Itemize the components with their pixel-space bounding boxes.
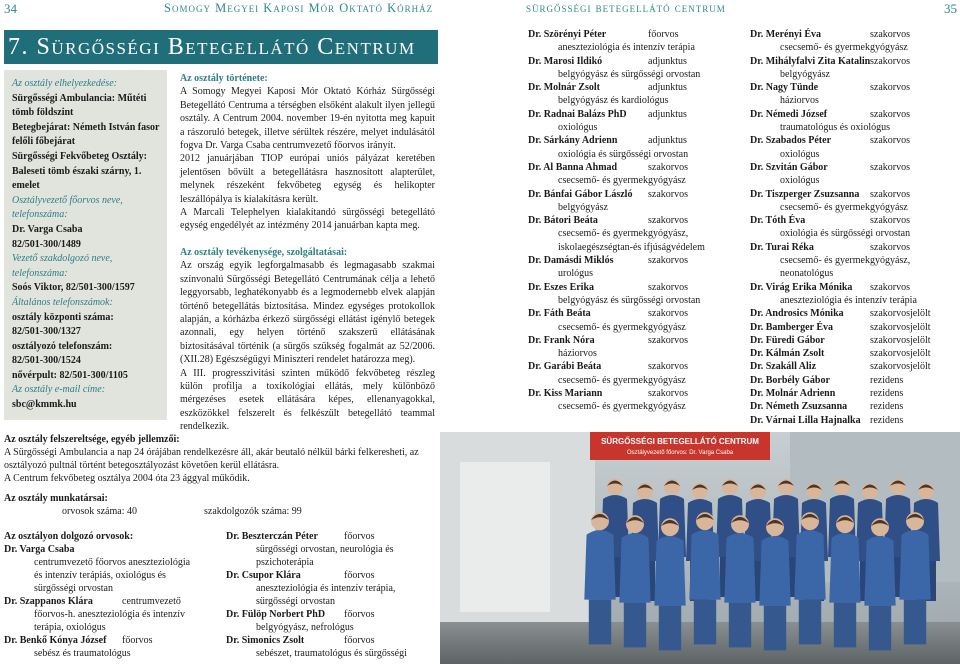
doctor-entry [226, 634, 441, 647]
duty-label: osztályozó telefonszám: [12, 340, 113, 352]
staff-name: Dr. Nagy Tünde [750, 82, 819, 94]
staff-name: Dr. Mihályfalvi Zita Katalin [750, 55, 871, 67]
staff-role: adjunktus [648, 135, 687, 147]
staff-role: szakorvos [648, 361, 688, 373]
chapter-title: 7. Sürgősségi Betegellátó Centrum [4, 30, 438, 64]
staff-entry [750, 360, 958, 373]
staff-name: Dr. Turai Réka [750, 241, 814, 253]
doctor-name: Dr. Benkő Kónya József [4, 635, 107, 646]
contact-sidebar [4, 70, 167, 420]
staff-name: Dr. Borbély Gábor [750, 374, 830, 386]
staff-name: Dr. Bátori Beáta [528, 215, 598, 227]
staff-role: szakorvosjelölt [870, 361, 931, 373]
email-value[interactable]: sbc@kmmk.hu [12, 399, 77, 411]
staff-specialty: aneszteziológia és intenzív terápia [558, 42, 695, 54]
staff-specialty: csecsemő- és gyermekgyógyász [558, 321, 686, 333]
running-head-right: sürgősségi betegellátó centrum [526, 1, 726, 15]
staff-entry [750, 281, 958, 294]
features-text-2: A Centrum fekvőbeteg osztálya 2004 óta 23 ággyal működik. [4, 473, 250, 484]
central-label: osztály központi száma: [12, 311, 114, 323]
staff-specialty: oxiológus [780, 148, 820, 160]
staff-entry [750, 161, 958, 174]
staff-name: Dr. Szakáll Aliz [750, 361, 817, 373]
doctor-name: Dr. Fülöp Norbert PhD [226, 609, 326, 620]
doctor-specialty: sürgősségi orvostan, neurológia és [256, 544, 394, 555]
staff-role: főorvos [648, 29, 679, 40]
staff-entry [750, 387, 958, 400]
staff-specialty: oxiológus [558, 122, 598, 134]
staff-name: Dr. Tóth Éva [750, 215, 806, 227]
staff-specialty: oxiológia és sürgősségi orvostan [558, 148, 689, 160]
staff-name: Dr. Kiss Mariann [528, 388, 603, 400]
doctor-specialty: sebészet, traumatológus és sürgősségi [256, 648, 407, 659]
doctor-specialty: sürgősségi orvostan [256, 596, 335, 607]
staff-role: szakorvos [870, 135, 910, 147]
staff-entry [528, 55, 743, 68]
page-number-right: 35 [944, 1, 957, 16]
features-heading: Az osztály felszereltsége, egyéb jellemzői: [4, 434, 180, 445]
staff-name: Dr. Virág Erika Mónika [750, 281, 853, 293]
doctor-entry [4, 595, 219, 608]
doctors-list-col1 [4, 543, 219, 660]
staff-entry [750, 81, 958, 94]
staff-name: Dr. Molnár Adrienn [750, 388, 836, 400]
staff-specialty: csecsemő- és gyermekgyógyász [558, 175, 686, 187]
staff-role: szakorvos [648, 334, 688, 346]
photo-sign-main: SÜRGŐSSÉGI BETEGELLÁTÓ CENTRUM [601, 437, 759, 446]
staff-list-col3 [750, 28, 958, 427]
staff-role: adjunktus [648, 82, 687, 94]
staff-entry [750, 374, 958, 387]
activity-paragraph-1: Az ország egyik legforgalmasabb és legmagasabb szakmai színvonalú Sürgősségi Betegellátó Centrumának célja a lehető leggyorsabb, leghatékonyabb és a legmodernebb elvek alapján történő betegellátás biztosítása. Mindez egységes protokollok alapján, a kórházba érkező sürgősségi ellátást igénylő betegek azonnali, egy helyen történő szakszerű ellátásának biztosításával történik (a sürgős szükség fogalmát az 52/2006.(XII.28) Egészségügyi Miniszteri rendelet határozza meg). [180, 260, 435, 366]
staff-name: Dr. Tiszperger Zsuzsanna [750, 188, 860, 200]
staff-role: szakorvos [870, 281, 910, 293]
doctor-entry [4, 543, 219, 556]
staff-name: Dr. Némedi József [750, 108, 828, 120]
department-description [180, 72, 435, 433]
staff-name: Dr. Molnár Zsolt [528, 82, 600, 94]
staff-name: Dr. Garábi Beáta [528, 361, 602, 373]
staff-entry [528, 214, 743, 227]
nurse-desk-phone: nővérpult: 82/501-300/1105 [12, 369, 128, 381]
doctor-specialty: pszichoterápia [256, 557, 314, 568]
staff-entry [750, 108, 958, 121]
doctor-specialty: sebész és traumatológus [34, 648, 131, 659]
email-label: Az osztály e-mail címe: [12, 384, 106, 396]
staff-specialty: oxiológia és sürgősségi orvostan [780, 228, 911, 240]
features-block [4, 433, 436, 485]
doctor-count: orvosok száma: 40 [62, 506, 137, 517]
staff-role: szakorvos [648, 255, 688, 267]
staff-role: szakorvosjelölt [870, 321, 931, 333]
staff-role: szakorvosjelölt [870, 348, 931, 360]
staff-entry [750, 414, 958, 427]
staff-role: rezidens [870, 388, 904, 400]
entrance-value: Betegbejárat: Németh István fasor felőli főbejárat [12, 121, 160, 148]
staff-entry [528, 281, 743, 294]
running-head-left: Somogy Megyei Kaposi Mór Oktató Kórház [164, 1, 434, 15]
staff-entry [528, 387, 743, 400]
staff-list-col2 [528, 28, 743, 414]
staff-name: Dr. Frank Nóra [528, 334, 595, 346]
staff-entry [528, 307, 743, 320]
history-paragraph-3: A Marcali Telephelyen kialakítandó sürgősségi betegellátó egység engedélyét az intézmény 2014 januárban kapta meg. [180, 207, 435, 232]
staff-entry [750, 241, 958, 254]
location-value: Sürgősségi Ambulancia: Műtéti tömb földszint [12, 92, 147, 119]
nurse-label: Vezető szakdolgozó neve, telefonszáma: [12, 253, 113, 279]
staff-specialty: háziorvos [558, 348, 597, 360]
doctor-specialty: centrumvezető főorvos aneszteziológia [34, 557, 191, 568]
staff-name: Dr. Fáth Beáta [528, 308, 591, 320]
staff-name: Dr. Sárkány Adrienn [528, 135, 618, 147]
staff-role: szakorvos [648, 215, 688, 227]
staff-specialty: csecsemő- és gyermekgyógyász [558, 401, 686, 413]
staff-entry [528, 134, 743, 147]
doctor-specialty: aneszteziológia és intenzív terápia, [256, 583, 396, 594]
staff-entry [750, 214, 958, 227]
nurse-value: Soós Viktor, 82/501-300/1597 [12, 282, 135, 294]
staff-role: szakorvos [870, 29, 910, 40]
location-label: Az osztály elhelyezkedése: [12, 78, 117, 89]
staff-role: rezidens [870, 374, 904, 386]
staff-name: Dr. Eszes Erika [528, 281, 595, 293]
staff-role: adjunktus [648, 55, 687, 67]
doctor-role: főorvos [122, 635, 153, 646]
central-phone: 82/501-300/1327 [12, 326, 81, 338]
team-photo-illustration [440, 432, 960, 664]
staff-specialty: csecsemő- és gyermekgyógyász, [780, 255, 911, 267]
staff-specialty: belgyógyász [558, 201, 608, 213]
features-text-1: A Sürgősségi Ambulancia a nap 24 órájában rendelkezésre áll, akár beutaló nélkül bárki felkeresheti, az osztályozó pultnál történt betegosztályozást követően kerül ellátásra. [4, 447, 419, 471]
staff-entry [750, 55, 958, 68]
doctor-specialty: sürgősségi orvostan [34, 583, 113, 594]
staff-name: Dr. Al Banna Ahmad [528, 161, 618, 173]
staff-entry [750, 347, 958, 360]
staff-name: Dr. Bánfai Gábor László [528, 188, 633, 200]
doctor-entry [4, 634, 219, 647]
staff-name: Dr. Szörényi Péter [528, 29, 607, 40]
doctor-entry [226, 569, 441, 582]
staff-name: Dr. Kálmán Zsolt [750, 348, 825, 360]
doctor-name: Dr. Csupor Klára [226, 570, 301, 581]
head-label: Osztályvezető főorvos neve, telefonszáma: [12, 194, 123, 221]
doctor-name: Dr. Beszterczán Péter [226, 531, 318, 542]
staff-specialty: belgyógyász és sürgősségi orvostan [558, 68, 701, 80]
history-paragraph-1: A Somogy Megyei Kaposi Mór Oktató Kórház Sürgősségi Betegellátó Centruma a térségben elsőként alakult ilyen jellegű osztály. A Centrum 2004. november 19-én nyitotta meg kapuit a rászoruló betegek, illetve sérültek részére, melyet indulásától fogva Dr. Varga Csaba centrumvezető főorvos irányít. [180, 86, 435, 152]
worker-count: szakdolgozók száma: 99 [204, 506, 302, 517]
staff-entry [528, 108, 743, 121]
head-name: Dr. Varga Csaba [12, 223, 83, 235]
page-number-left: 34 [4, 1, 17, 16]
staff-role: szakorvos [870, 108, 910, 120]
staff-entry [750, 307, 958, 320]
staff-specialty: háziorvos [780, 95, 819, 107]
staff-specialty: aneszteziológia és intenzív terápia [780, 294, 917, 306]
staff-role: szakorvosjelölt [870, 308, 931, 320]
staff-role: szakorvos [870, 82, 910, 94]
staff-specialty: csecsemő- és gyermekgyógyász [780, 42, 908, 54]
staff-role: rezidens [870, 414, 904, 426]
doctor-role: centrumvezető [122, 596, 181, 607]
staff-role: szakorvos [870, 161, 910, 173]
head-phone: 82/501-300/1489 [12, 238, 81, 250]
staff-name: Dr. Merényi Éva [750, 29, 822, 40]
activity-paragraph-2: A III. progresszivitási szinten működő fekvőbeteg részleg külön profilja a toxikológiai ellátás, mely különböző mérgezéses esetek ellátására képes, ellenanyagokkal, eszközökkel felszerelt és felkészült betegellátó teammal rendelkezik. [180, 367, 435, 433]
staff-entry [528, 334, 743, 347]
staff-entry [750, 321, 958, 334]
activity-heading: Az osztály tevékenysége, szolgáltatásai: [180, 246, 348, 258]
staff-entry [528, 28, 743, 41]
doctor-entry [226, 608, 441, 621]
doctor-specialty: belgyógyász, nefrológus [256, 622, 354, 633]
staff-entry [750, 400, 958, 413]
staff-name: Dr. Androsics Mónika [750, 308, 844, 320]
staff-role: szakorvos [648, 281, 688, 293]
history-heading: Az osztály története: [180, 73, 268, 84]
staff-role: adjunktus [648, 108, 687, 120]
staff-specialty: csecsemő- és gyermekgyógyász [780, 201, 908, 213]
staff-specialty: oxiológus [780, 175, 820, 187]
doctor-role: főorvos [344, 609, 375, 620]
doctor-entry [226, 530, 441, 543]
staff-name: Dr. Füredi Gábor [750, 334, 825, 346]
staff-name: Dr. Radnai Balázs PhD [528, 108, 627, 120]
doctor-specialty: terápia, oxiológus [34, 622, 106, 633]
doctors-heading: Az osztályon dolgozó orvosok: [4, 531, 134, 542]
staff-role: szakorvos [870, 188, 910, 200]
staff-specialty: neonatológus [780, 268, 834, 280]
doctor-role: főorvos [344, 570, 375, 581]
staff-name: Dr. Szabados Péter [750, 135, 832, 147]
staff-role: szakorvos [870, 241, 910, 253]
history-paragraph-2: 2012 januárjában TIOP európai uniós pályázat keretében jelentősen bővült a betegellátásra hasznosított alapterület, melynek részeként fekvőbeteg egység és helikopter leszállópálya is kialakításra került. [180, 153, 435, 205]
staff-name: Dr. Németh Zsuzsanna [750, 401, 848, 413]
staff-entry [528, 161, 743, 174]
staff-specialty: urológus [558, 268, 593, 280]
staff-role: szakorvos [648, 388, 688, 400]
staff-role: szakorvos [648, 161, 688, 173]
staff-name: Dr. Bamberger Éva [750, 321, 834, 333]
general-phones-label: Általános telefonszámok: [12, 296, 113, 308]
staff-entry [528, 254, 743, 267]
staff-specialty: belgyógyász és kardiológus [558, 95, 669, 107]
staff-name: Dr. Marosi Ildikó [528, 55, 603, 67]
photo-sign-sub: Osztályvezető főorvos: Dr. Varga Csaba [626, 450, 734, 456]
ward-value: Sürgősségi Fekvőbeteg Osztály: Baleseti tömb északi szárny, 1. emelet [12, 150, 147, 192]
staff-role: szakorvos [648, 188, 688, 200]
staff-specialty: csecsemő- és gyermekgyógyász, [558, 228, 689, 240]
staffing-heading: Az osztály munkatársai: [4, 493, 108, 504]
staff-entry [750, 134, 958, 147]
staff-name: Dr. Damásdi Miklós [528, 255, 614, 267]
doctor-name: Dr. Varga Csaba [4, 544, 75, 555]
staff-entry [528, 188, 743, 201]
staffing-block [4, 492, 436, 518]
doctors-list-col2 [226, 530, 441, 660]
doctor-role: főorvos [344, 635, 375, 646]
staff-role: szakorvosjelölt [870, 334, 931, 346]
doctor-role: főorvos [344, 531, 375, 542]
staff-role: szakorvos [870, 215, 910, 227]
staff-entry [750, 28, 958, 41]
staff-name: Dr. Várnai Lilla Hajnalka [750, 414, 861, 426]
duty-phone: 82/501-300/1524 [12, 355, 81, 367]
staff-name: Dr. Szvitán Gábor [750, 161, 828, 173]
doctor-name: Dr. Simonics Zsolt [226, 635, 305, 646]
staff-specialty: traumatológus és oxiológus [780, 122, 890, 134]
staff-specialty: belgyógyász és sürgősségi orvostan [558, 294, 701, 306]
staff-entry [528, 360, 743, 373]
staff-specialty: iskolaegészségtan-és ifjúságvédelem [558, 241, 705, 253]
team-photo [440, 432, 960, 664]
staff-specialty: belgyógyász [780, 68, 830, 80]
doctor-specialty: főorvos-h. aneszteziológia és intenzív [34, 609, 186, 620]
doctor-name: Dr. Szappanos Klára [4, 596, 93, 607]
staff-specialty: csecsemő- és gyermekgyógyász [558, 374, 686, 386]
staff-entry [750, 188, 958, 201]
staff-role: szakorvos [648, 308, 688, 320]
staff-role: rezidens [870, 401, 904, 413]
staff-entry [750, 334, 958, 347]
staff-entry [528, 81, 743, 94]
staff-role: szakorvos [870, 55, 910, 67]
doctor-specialty: és intenzív terápiás, oxiológus és [34, 570, 166, 581]
